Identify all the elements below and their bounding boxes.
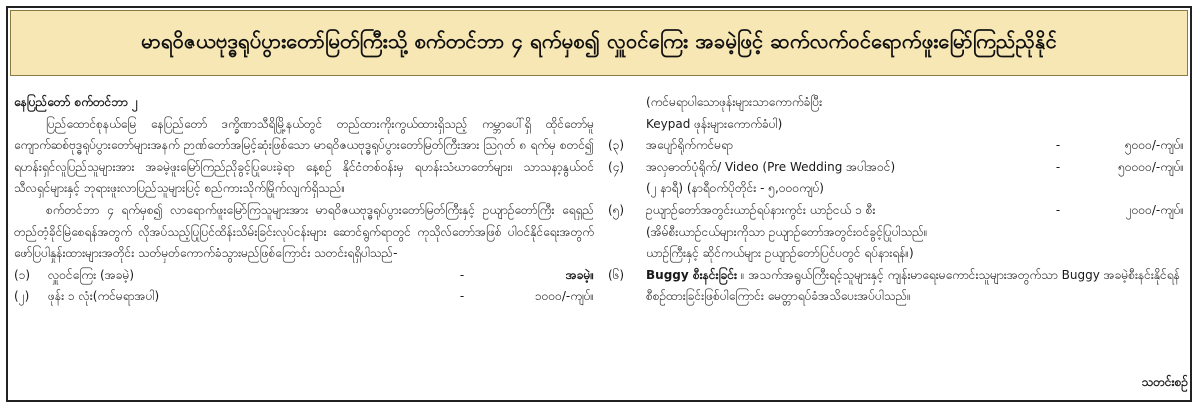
headline-text: မာရဝိဇယဗုဒ္ဓရုပ်ပွားတော်မြတ်ကြီးသို့ စက်တင်ဘာ ၄ ရက်မှစ၍ လှူဝင်ကြေး အခမဲ့ဖြင့် ဆက်လက်ဝင်ရောက်ဖူးမြော်ကြည်ညိုနိုင်	[141, 29, 1057, 53]
headline-banner	[10, 10, 1188, 76]
buggy-separator: ။	[737, 267, 749, 282]
right-column	[608, 92, 1184, 308]
fee-item-1	[14, 265, 594, 287]
left-column	[14, 92, 594, 308]
fee-item-price: ၁၀၀၀/-ကျပ်။	[534, 289, 594, 304]
fee-item-label: ဖုန်း ၁ လုံး(ကင်မရာအပါ)	[48, 289, 160, 304]
fee-item-5-note-2: ယာဉ်ကြီးနှင့် ဆိုင်ကယ်များ ဥယျာဉ်တော်ပြင်ပတွင် ရပ်နားရန်။)	[646, 246, 914, 261]
fee-item-price: ၅၀၀၀/-ကျပ်။	[1124, 138, 1184, 153]
fee-item-number: (၄)	[608, 159, 625, 174]
fee-item-dash: -	[1055, 202, 1061, 217]
fee-item-4	[608, 157, 1184, 179]
dateline: နေပြည်တော် စက်တင်ဘာ ၂	[14, 95, 138, 109]
fee-item-number: (၂)	[14, 289, 30, 304]
fee-item-label: ဥယျာဉ်တော်အတွင်းယာဉ်ရပ်နားကွင်း ယာဉ်ငယ် ၁ စီး	[646, 202, 876, 217]
fee-item-4-note: (၂ နာရီ) (နာရီဝက်ပိုတိုင်း - ၅,၀၀၀ကျပ်)	[646, 181, 824, 196]
fee-item-3	[608, 135, 1184, 157]
fee-item-price: ၂၀၀၀/-ကျပ်။	[1125, 202, 1184, 217]
fee-item-dash: -	[1055, 138, 1061, 153]
fee-item-number: (၆)	[608, 267, 625, 282]
fee-item-number: (၅)	[608, 202, 625, 217]
fee-item-2	[14, 286, 594, 308]
phone-note-line-2: Keypad ဖုန်းများကောက်ခံပါ)	[646, 116, 783, 131]
fee-item-label: လှူဝင်ကြေး (အခမဲ့)	[48, 267, 134, 282]
fee-item-label: အပျော်ရိုက်ကင်မရာ	[646, 138, 733, 153]
fee-item-6	[608, 265, 1184, 308]
fee-item-price: ၅၀၀၀၀/-ကျပ်။	[1118, 159, 1184, 174]
fee-item-number: (၁)	[14, 267, 31, 282]
buggy-text: အသက်အရွယ်ကြီးရင့်သူများနှင့် ကျန်းမာရေးမကောင်းသူများအတွက်သာ Buggy အခမဲ့စီးနင်းနိုင်ရန် စီစဉ်ထားခြင်းဖြစ်ပါကြောင်း မေတ္တာရပ်ခံအသိပေးအပ်ပါသည်။	[646, 267, 1180, 304]
fee-item-dash: -	[1055, 159, 1061, 174]
signoff: သတင်းစဉ်	[1141, 375, 1188, 389]
fee-item-5-note-1: (အိမ်စီးယာဉ်ငယ်များကိုသာ ဥယျာဉ်တော်အတွင်းဝင်ခွင့်ပြုပါသည်။	[646, 224, 928, 239]
fee-item-number: (၃)	[608, 138, 625, 153]
fee-item-dash: -	[459, 267, 465, 282]
paragraph-1: ပြည်ထောင်စုနယ်မြေ နေပြည်တော် ဒက္ခိဏာသီရိမြို့နယ်တွင် တည်ထားကိုးကွယ်ထားရှိသည့် ကမ္ဘာပေါ်ရှိ ထိုင်တော်မူကျောက်ဆစ်ဗုဒ္ဓရုပ်ပွားတော်များအနက် ဉာဏ်တော်အမြင့်ဆုံးဖြစ်သော မာရဝိဇယဗုဒ္ဓရုပ်ပွားတော်မြတ်ကြီးအား ဩဂုတ် ၈ ရက်မှ စတင်၍ ရဟန်းရှင်လူပြည်သူများအား အခမဲ့ဖူးမြော်ကြည်ညိုခွင့်ပြုပေးခဲ့ရာ နေ့စဉ် နိုင်ငံတစ်ဝန်းမှ ရဟန်းသံဃာတော်များ၊ သာသနာ့နွယ်ဝင် သီလရှင်များနှင့် ဘုရားဖူးလာပြည်သူများပြင့် စည်ကားသိုက်မြိုက်လျက်ရှိသည်။	[14, 116, 594, 196]
paragraph-2: စက်တင်ဘာ ၄ ရက်မှစ၍ လာရောက်ဖူးမြော်ကြသူများအား မာရဝိဇယဗုဒ္ဓရုပ်ပွားတော်မြတ်ကြီးနှင့် ဥယျာဉ်တော်ကြီး ရေရှည်တည်တံ့ခိုင်မြဲစေရန်အတွက် လိုအပ်သည့်ပြုပြင်ထိန်းသိမ်းခြင်းလုပ်ငန်းများ ဆောင်ရွက်ရာတွင် ကုသိုလ်တော်အဖြစ် ပါဝင်နိုင်ရေးအတွက် ဖော်ပြပါနှုန်းထားများအတိုင်း သတ်မှတ်ကောက်ခံသွားမည်ဖြစ်ကြောင်း သတင်းရရှိပါသည်-	[14, 202, 594, 261]
buggy-notice	[646, 265, 1184, 308]
fee-item-dash: -	[459, 289, 465, 304]
fee-item-label: အလှဓာတ်ပုံရိုက်/ Video (Pre Wedding အပါအဝင်)	[646, 159, 896, 174]
fee-item-5	[608, 200, 1184, 222]
fee-item-price: အခမဲ့။	[565, 267, 594, 282]
buggy-label: Buggy စီးနင်းခြင်း	[646, 267, 738, 282]
phone-note-line-1: (ကင်မရာပါသောဖုန်းများသာကောက်ခံပြီး	[646, 95, 823, 109]
